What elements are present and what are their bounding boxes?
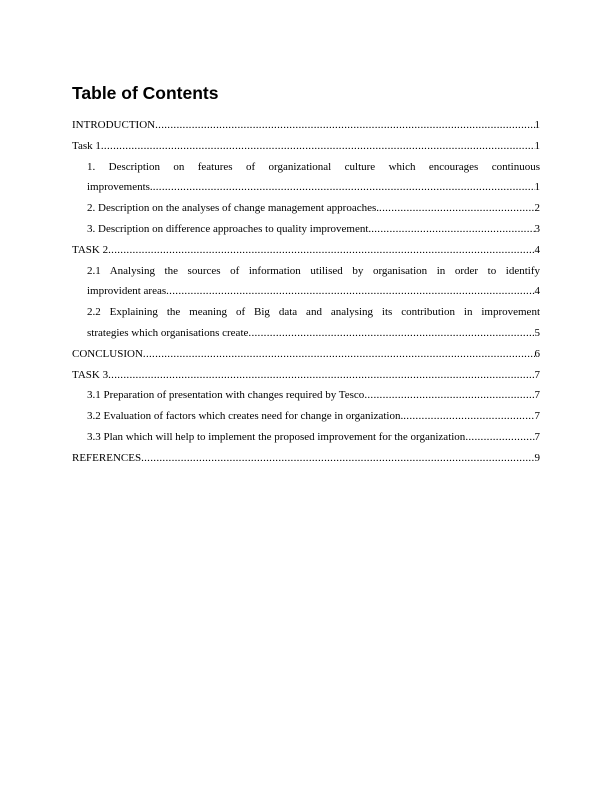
toc-page-number: 7 <box>534 410 540 423</box>
toc-entry-text: Task 1 <box>72 139 101 152</box>
toc-page-number: 7 <box>534 368 540 381</box>
toc-leader-dots <box>364 385 534 406</box>
toc-entry-text: TASK 3 <box>72 368 109 381</box>
toc-entry-task-3[interactable] <box>72 365 540 386</box>
toc-leader-dots <box>153 177 535 198</box>
table-of-contents <box>72 115 540 469</box>
toc-entry-task-2[interactable] <box>72 240 540 261</box>
toc-page-number: 1 <box>534 119 540 131</box>
toc-page-number: 5 <box>534 326 540 339</box>
toc-entry-text: CONCLUSION <box>72 347 143 360</box>
toc-leader-dots <box>166 281 534 302</box>
toc-title: Table of Contents <box>72 83 219 103</box>
toc-leader-dots <box>108 365 534 386</box>
toc-entry-conclusion[interactable] <box>72 344 540 365</box>
toc-page-number: 1 <box>534 139 540 152</box>
toc-leader-dots <box>108 240 534 261</box>
toc-entry-3-3[interactable] <box>72 427 540 448</box>
toc-entry-references[interactable] <box>72 448 540 469</box>
toc-entry-2-1[interactable] <box>72 261 540 303</box>
toc-leader-dots <box>155 115 534 136</box>
toc-entry-text: improvident areas <box>87 285 167 298</box>
toc-page-number: 9 <box>534 451 540 464</box>
toc-leader-dots <box>465 427 534 448</box>
toc-leader-dots <box>141 448 534 469</box>
toc-entry-1-3[interactable] <box>72 219 540 240</box>
toc-entry-text: TASK 2 <box>72 243 109 256</box>
toc-entry-text: 2. Description on the analyses of change management approaches. <box>87 202 380 215</box>
toc-entry-introduction[interactable] <box>72 115 540 136</box>
toc-entry-text: 3.1 Preparation of presentation with changes required by Tesco <box>87 389 365 402</box>
toc-entry-text: 3.3 Plan which will help to implement the proposed improvement for the organization <box>87 430 466 443</box>
toc-entry-text: INTRODUCTION <box>72 119 156 131</box>
toc-page-number: 6 <box>534 347 540 360</box>
toc-entry-task-1[interactable] <box>72 136 540 157</box>
toc-page-number: 7 <box>534 389 540 402</box>
toc-entry-3-2[interactable] <box>72 406 540 427</box>
toc-entry-text-line1: 2.2 Explaining the meaning of Big data and analysing its contribution in improvement <box>87 306 540 319</box>
toc-leader-dots <box>371 219 534 240</box>
toc-entry-text: strategies which organisations create <box>87 326 249 339</box>
toc-page-number: 7 <box>534 430 540 443</box>
toc-leader-dots <box>248 323 534 344</box>
toc-entry-1-1[interactable] <box>72 157 540 199</box>
toc-page-number: 4 <box>534 285 540 298</box>
toc-leader-dots <box>101 136 535 157</box>
toc-entry-text: 3. Description on difference approaches to quality improvement. <box>87 222 372 235</box>
toc-entry-3-1[interactable] <box>72 385 540 406</box>
toc-entry-text: REFERENCES <box>72 451 142 464</box>
toc-page-number: 4 <box>534 243 540 256</box>
toc-entry-2-2[interactable] <box>72 302 540 344</box>
toc-leader-dots <box>143 344 535 365</box>
toc-page-number: 1 <box>534 181 540 194</box>
toc-entry-text-line1: 1. Description on features of organizational culture which encourages continuous <box>87 160 540 173</box>
toc-leader-dots <box>403 406 534 427</box>
toc-page-number: 2 <box>534 202 540 215</box>
toc-entry-text: improvements. <box>87 181 153 194</box>
toc-entry-1-2[interactable] <box>72 198 540 219</box>
toc-leader-dots <box>379 198 534 219</box>
toc-page-number: 3 <box>534 222 540 235</box>
toc-entry-text: 3.2 Evaluation of factors which creates need for change in organization. <box>87 410 404 423</box>
toc-entry-text-line1: 2.1 Analysing the sources of information utilised by organisation in order to identify <box>87 264 540 277</box>
